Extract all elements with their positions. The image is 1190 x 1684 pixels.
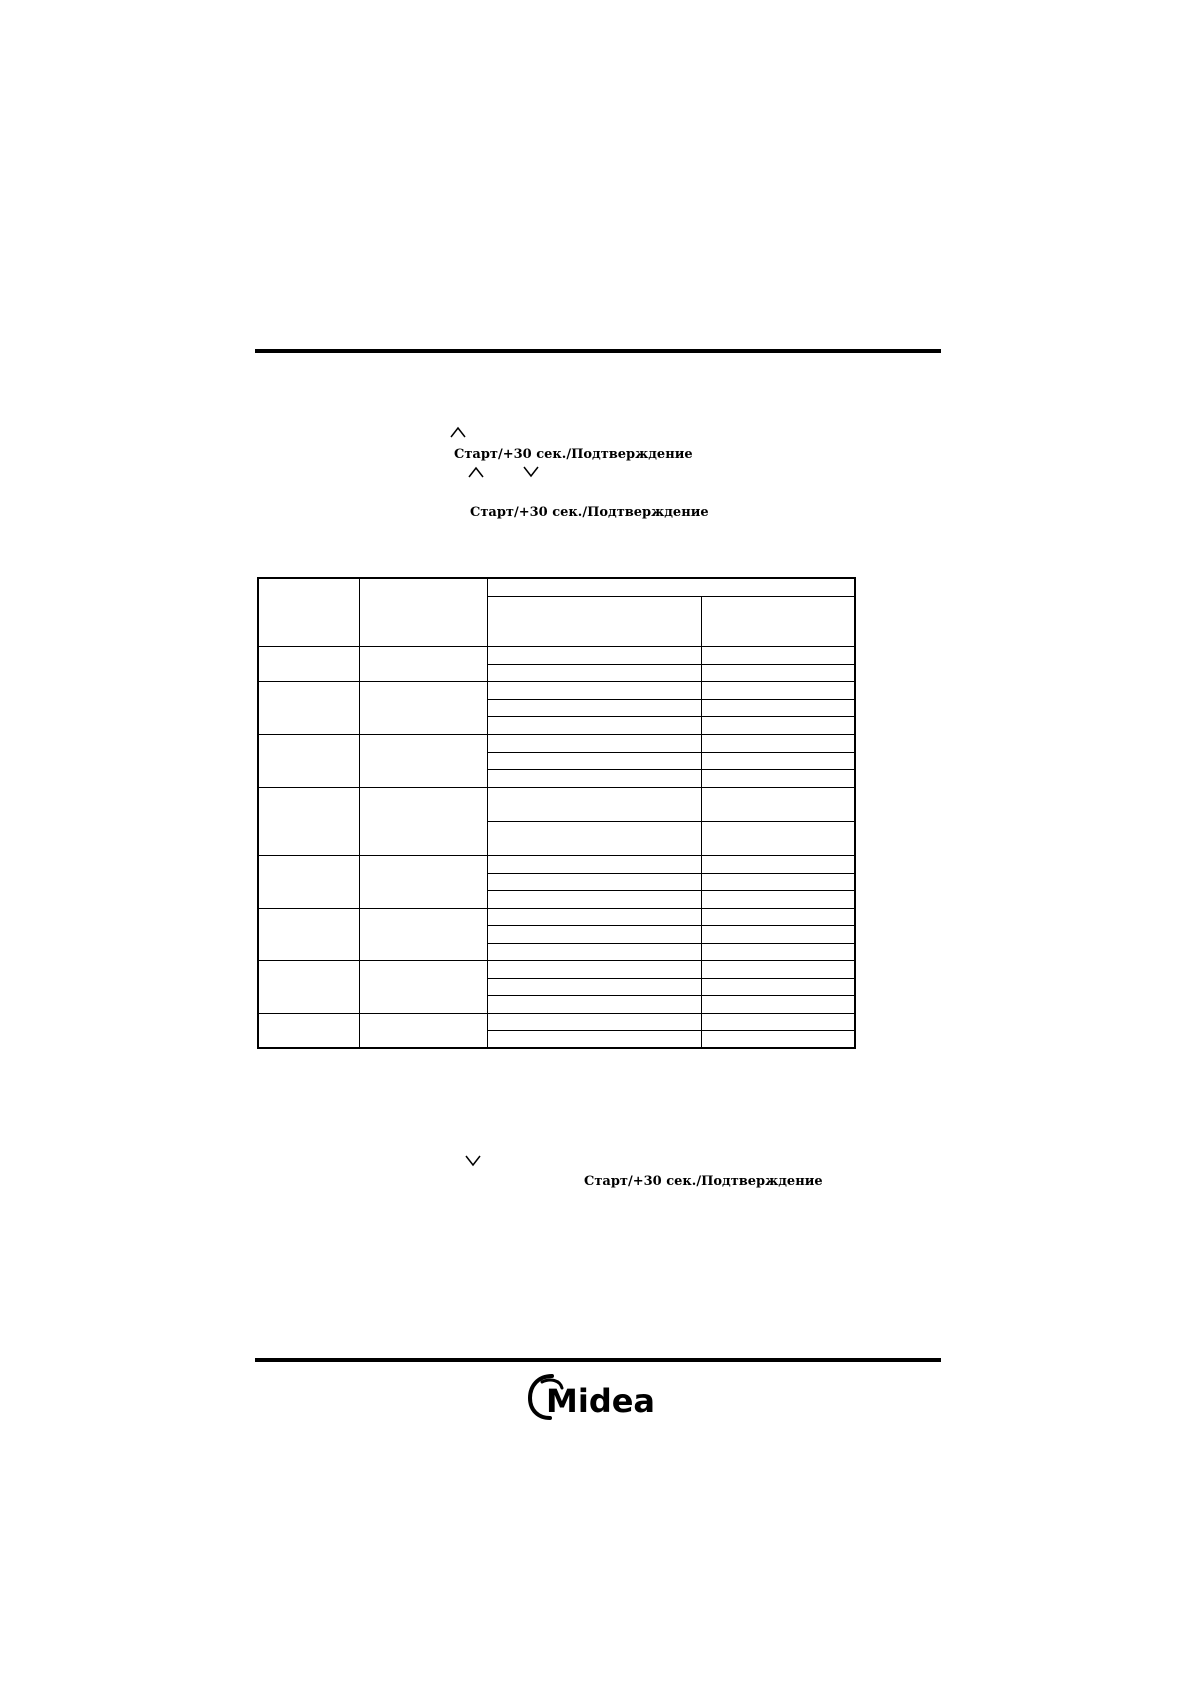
- table-cell: [701, 873, 855, 890]
- table-cell: [359, 855, 487, 908]
- table-cell: [258, 734, 359, 787]
- header-cell: [487, 596, 701, 646]
- table-cell: [701, 943, 855, 960]
- table-cell: [359, 787, 487, 855]
- table-cell: [487, 925, 701, 943]
- table-cell: [487, 960, 701, 978]
- table-row: [258, 960, 855, 978]
- start-button-label: Старт/+30 сек./: [584, 1174, 702, 1189]
- table-cell: [701, 699, 855, 716]
- table-cell: [487, 873, 701, 890]
- table-cell: [701, 769, 855, 787]
- table-cell: [359, 734, 487, 787]
- table-cell: [487, 787, 701, 821]
- table-cell: [487, 752, 701, 769]
- header-cell: [701, 596, 855, 646]
- instruction-line-2: [470, 505, 709, 521]
- chevron-up-icon: [468, 466, 484, 478]
- table-cell: [487, 978, 701, 995]
- table-cell: [487, 821, 701, 855]
- table-cell: [487, 769, 701, 787]
- start-button-label: Старт/+30 сек./: [454, 447, 572, 462]
- table-cell: [701, 1013, 855, 1030]
- confirm-label: Подтверждение: [587, 505, 709, 520]
- table-cell: [359, 681, 487, 734]
- table-cell: [701, 646, 855, 664]
- table-cell: [359, 908, 487, 960]
- table-row: [258, 855, 855, 873]
- table-cell: [701, 734, 855, 752]
- confirm-label: Подтверждение: [701, 1174, 823, 1189]
- table-cell: [487, 646, 701, 664]
- table-cell: [701, 960, 855, 978]
- table-cell: [701, 890, 855, 908]
- header-cell: [258, 578, 359, 646]
- header-cell: [487, 578, 855, 596]
- table-cell: [258, 855, 359, 908]
- table-cell: [487, 716, 701, 734]
- table-cell: [258, 787, 359, 855]
- table-cell: [701, 925, 855, 943]
- table-cell: [487, 664, 701, 681]
- header-cell: [359, 578, 487, 646]
- table-cell: [701, 978, 855, 995]
- table-row: [258, 646, 855, 664]
- table-row: [258, 787, 855, 821]
- table-cell: [487, 1030, 701, 1048]
- table-cell: [258, 646, 359, 681]
- chevron-down-icon: [465, 1155, 481, 1167]
- table-cell: [487, 1013, 701, 1030]
- table-row: [258, 681, 855, 699]
- bottom-rule: [255, 1358, 941, 1362]
- midea-logo-mark: [528, 1372, 654, 1422]
- table-cell: [487, 734, 701, 752]
- table-header-row: [258, 578, 855, 596]
- table-cell: [359, 960, 487, 1013]
- table-cell: [701, 664, 855, 681]
- table-cell: [258, 960, 359, 1013]
- table-cell: [701, 787, 855, 821]
- table-cell: [359, 646, 487, 681]
- table-cell: [701, 821, 855, 855]
- start-button-label: Старт/+30 сек./: [470, 505, 588, 520]
- table-cell: [701, 1030, 855, 1048]
- table-cell: [701, 995, 855, 1013]
- table-cell: [487, 855, 701, 873]
- confirm-label: Подтверждение: [571, 447, 693, 462]
- table-cell: [487, 890, 701, 908]
- table-cell: [258, 908, 359, 960]
- table-row: [258, 1013, 855, 1030]
- table-cell: [487, 681, 701, 699]
- table-cell: [258, 1013, 359, 1048]
- table-row: [258, 908, 855, 925]
- table-cell: [701, 716, 855, 734]
- table-row: [258, 734, 855, 752]
- table-cell: [487, 995, 701, 1013]
- midea-logo: [528, 1372, 654, 1422]
- table-cell: [487, 908, 701, 925]
- logo-text: Midea: [546, 1382, 654, 1420]
- table-cell: [701, 855, 855, 873]
- table-cell: [487, 699, 701, 716]
- program-table: [257, 577, 856, 1049]
- table-cell: [258, 681, 359, 734]
- table-cell: [701, 752, 855, 769]
- chevron-down-icon: [523, 466, 539, 478]
- table-cell: [487, 943, 701, 960]
- table-cell: [701, 681, 855, 699]
- chevron-up-icon: [450, 426, 466, 438]
- table-cell: [701, 908, 855, 925]
- instruction-line-3: [584, 1174, 823, 1190]
- table-cell: [359, 1013, 487, 1048]
- instruction-line-1: [454, 447, 693, 463]
- top-rule: [255, 349, 941, 353]
